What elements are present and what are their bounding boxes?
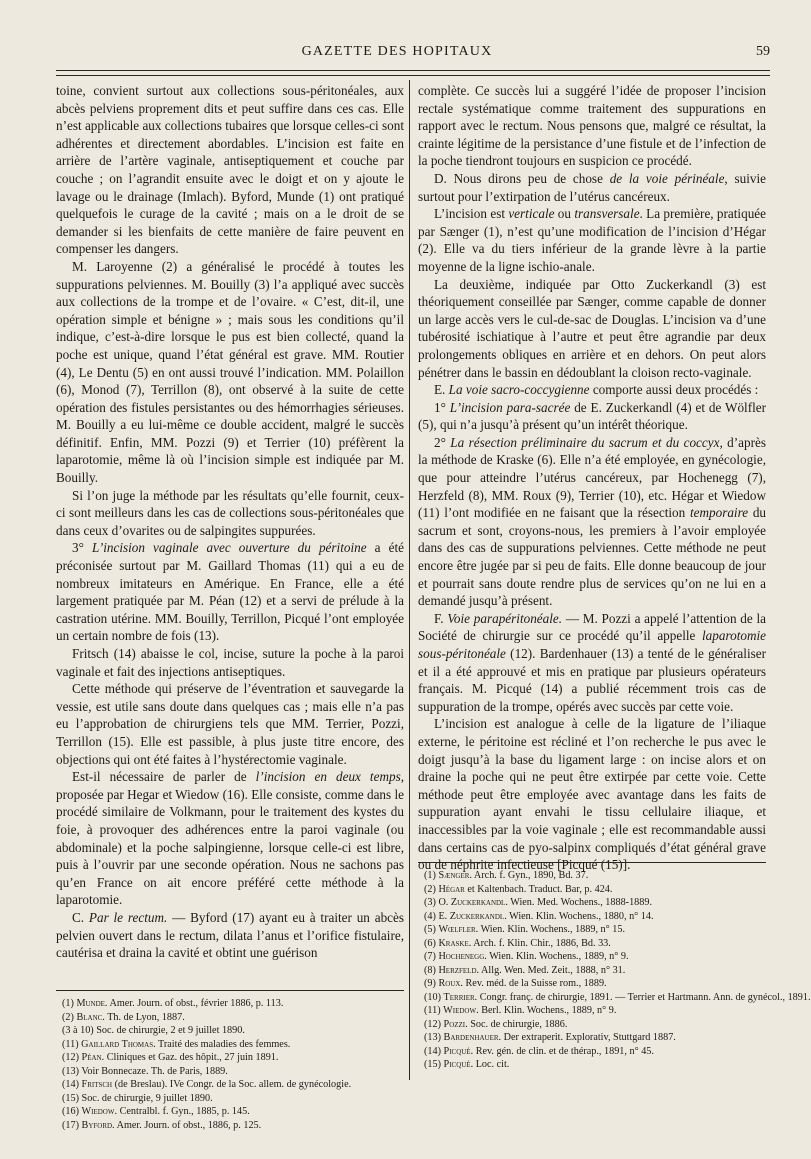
footnote: (11) Gaillard Thomas. Traité des maladies des femmes. [62, 1038, 291, 1050]
paragraph: Cette méthode qui préserve de l’éventration et sauvegarde la vessie, est utile sans doute dans quelques cas ; mais elle n’a pas eu l’approbation de chirurgiens tels que MM. Terrier, Pozzi, Terrillon (15). Elle est passible, à plus juste titre encore, des objections qui ont été faites à l’hystérectomie vaginale. [56, 681, 404, 767]
paragraph: M. Laroyenne (2) a généralisé le procédé à toutes les suppurations pelviennes. M. Bouilly (3) l’a appliqué avec succès aux collections de la trompe et de l’ovaire. « C’est, dit-il, une opération simple et bénigne » ; mais sous les conditions qu’il indique, c’est-à-dire lorsque le pus est bien collecté, quand la poche est unique, quand l’état général est grave. MM. Routier (4), Le Dentu (5) en ont aussi trouvé l’indication. MM. Polaillon (6), Monod (7), Terrillon (8), ont observé à la suite de cette opération des fistules persistantes ou des hémorrhagies sérieuses. M. Bouilly a eu lui-même ce double accident, malgré le succès définitif. Enfin, MM. Pozzi (9) et Terrier (10) préfèrent la laparotomie, même là où l’incision simple est indiquée par M. Bouilly. [56, 258, 404, 486]
paragraph: toine, convient surtout aux collections sous-péritonéales, aux abcès pelviens proprement dits et peut suffire dans ces cas. Elle n’est applicable aux collections tubaires que lorsque celles-ci sont adhérentes et directement abordables. L’incision est faite en arrière de l’artère vaginale, antiseptiquement et couche par couche ; on l’agrandit ensuite avec le doigt et on y ajoute le lavage ou le drainage (Imlach). Byford, Munde (1) ont pratiqué quelquefois le curage de la cavité ; mais on a le droit de se demander si les bienfaits de cette manière de faire peuvent en compenser les dangers. [56, 83, 404, 257]
footnote: (1) Sænger. Arch. f. Gyn., 1890, Bd. 37. [424, 870, 589, 881]
footnote: (10) Terrier. Congr. franç. de chirurgie, 1891. — Terrier et Hartmann. Ann. de gynécol., 1891. [424, 991, 811, 1003]
footnote: (3) O. Zuckerkandl. Wien. Med. Wochens., 1888-1889. [424, 897, 653, 908]
footnote: (11) Wiedow. Berl. Klin. Wochens., 1889, n° 9. [424, 1005, 617, 1016]
footnote: (1) Munde. Amer. Journ. of obst., février 1886, p. 113. [62, 998, 284, 1009]
footnote: (4) E. Zuckerkandl. Wien. Klin. Wochens., 1880, n° 14. [424, 910, 654, 922]
footnote: (5) Wœlfler. Wien. Klin. Wochens., 1889, n° 15. [424, 924, 625, 935]
left-column [56, 82, 404, 962]
paragraph: complète. Ce succès lui a suggéré l’idée de proposer l’incision rectale systématique comme traitement des suppurations en rapport avec le rectum. Nous pensons que, malgré ce résultat, la crainte légitime de la persistance d’une fistule et de l’infection de la poche tiendront toujours en suspicion ce procédé. [418, 83, 766, 169]
paragraph: La deuxième, indiquée par Otto Zuckerkandl (3) est théoriquement conseillée par Sænger, comme capable de donner un large accès vers le cul-de-sac de Douglas. L’incision va d’une tubérosité ischiatique à l’autre et peut être agrandie par deux prolongements obliques en arrière et en dehors. On peut alors pénétrer dans le bassin en dédoublant la cloison recto-vaginale. [418, 276, 766, 380]
paragraph: Est-il nécessaire de parler de l’incision en deux temps, proposée par Hegar et Wiedow (16). Elle consiste, comme dans le procédé similaire de Volkmann, pour le traitement des kystes du foie, à provoquer des adhérences entre la paroi vaginale (ou abdominale) et la poche salpingienne, lorsque celle-ci est libre, puis à l’ouvrir par une seconde opération. Nous ne sachons pas qu’en France on ait encore préféré cette méthode à la laparotomie. [56, 769, 404, 908]
footnote: (13) Bardenhauer. Der extraperit. Explorativ, Stuttgard 1887. [424, 1032, 676, 1043]
footnote: (14) Picqué. Rev. gén. de clin. et de thérap., 1891, n° 45. [424, 1045, 654, 1057]
paragraph: L’incision est verticale ou transversale. La première, pratiquée par Sænger (1), n’est qu’une modification de l’incision d’Hégar (2). Elle va du tiers inférieur de la grande lèvre à la partie moyenne de la ligne ischio-anale. [418, 206, 766, 274]
footnote-rule [56, 990, 404, 991]
footnote: (12) Pozzi. Soc. de chirurgie, 1886. [424, 1018, 568, 1030]
paragraph: 1° L’incision para-sacrée de E. Zuckerkandl (4) et de Wölfler (5), qui n’a jusqu’à présent qu’un intérêt théorique. [418, 399, 767, 433]
footnote: (3 à 10) Soc. de chirurgie, 2 et 9 juillet 1890. [62, 1025, 245, 1036]
paragraph: 3° L’incision vaginale avec ouverture du péritoine a été préconisée surtout par M. Gaillard Thomas (11) qui a eu de nombreux imitateurs en Amérique. En France, elle a été largement pratiquée par M. Péan (12) et a servi de prélude à la castration utérine. MM. Bouilly, Terrillon, Picqué l’ont employée un certain nombre de fois (13). [56, 540, 404, 644]
paragraph: Si l’on juge la méthode par les résultats qu’elle fournit, ceux-ci sont meilleurs dans les cas de collections sous-péritonéales que dans ceux d’ovarites ou de salpingites suppurées. [56, 487, 404, 538]
footnote-rule [418, 862, 766, 863]
header-rule [56, 70, 770, 71]
footnote: (15) Soc. de chirurgie, 9 juillet 1890. [62, 1092, 213, 1104]
paragraph: C. Par le rectum. — Byford (17) ayant eu à traiter un abcès pelvien ouvert dans le rectum, dilata l’anus et l’orifice fistulaire, cautérisa et draina la cavité et obtint une guérison [56, 909, 404, 961]
journal-title: GAZETTE DES HOPITAUX [301, 44, 493, 59]
page-header [24, 44, 770, 66]
footnote: (2) Hégar et Kaltenbach. Traduct. Bar, p. 424. [424, 883, 613, 895]
paragraph: E. La voie sacro-coccygienne comporte aussi deux procédés : [434, 382, 759, 398]
footnote: (12) Péan. Cliniques et Gaz. des hôpit., 27 juin 1891. [62, 1052, 279, 1063]
right-column [418, 82, 766, 874]
footnote: (17) Byford. Amer. Journ. of obst., 1886, p. 125. [62, 1119, 262, 1131]
footnote: (14) Fritsch (de Breslau). IVe Congr. de la Soc. allem. de gynécologie. [62, 1079, 352, 1090]
footnote: (13) Voir Bonnecaze. Th. de Paris, 1889. [62, 1065, 228, 1077]
paragraph: L’incision est analogue à celle de la ligature de l’iliaque externe, le péritoine est récliné et l’on recherche le pus avec le doigt jusqu’à la base du ligament large : on incise alors et on draine la poche qui ne peut être extirpée par cette voie. Cette méthode peut être employée avec avantage dans les faits de suppuration ayant envahi le tissu cellulaire iliaque, et inaccessibles par la voie vaginale ; elle est recommandable aussi dans certains cas de pyo-salpinx compliqués d’état général grave ou de néphrite infectieuse [Picqué (15)]. [418, 716, 766, 873]
paragraph: D. Nous dirons peu de chose de la voie périnéale, suivie surtout pour l’extirpation de l’utérus cancéreux. [418, 170, 766, 204]
footnote: (16) Wiedow. Centralbl. f. Gyn., 1885, p. 145. [62, 1106, 250, 1117]
header-rule-thin [56, 75, 770, 76]
footnote: (6) Kraske. Arch. f. Klin. Chir., 1886, Bd. 33. [424, 937, 611, 949]
paragraph: F. Voie parapéritonéale. — M. Pozzi a appelé l’attention de la Société de chirurgie sur ce procédé qu’il appelle laparotomie sous-péritonéale (12). Bardenhauer (13) a tenté de le généraliser et il a été approuvé et mis en pratique par plusieurs opérateurs français. M. Picqué (14) a publié récemment trois cas de suppuration de la trompe, opérés avec succès par cette voie. [418, 610, 766, 714]
page-number: 59 [756, 44, 770, 59]
footnote: (8) Herzfeld. Allg. Wen. Med. Zeit., 1888, n° 31. [424, 964, 626, 976]
footnote: (7) Hochenegg. Wien. Klin. Wochens., 1889, n° 9. [424, 951, 629, 962]
footnote: (15) Picqué. Loc. cit. [424, 1059, 510, 1070]
footnotes-left [56, 990, 404, 1132]
paragraph: Fritsch (14) abaisse le col, incise, suture la poche à la paroi vaginale et fait des injections antiseptiques. [56, 646, 404, 679]
footnote: (2) Blanc. Th. de Lyon, 1887. [62, 1011, 185, 1023]
paragraph: 2° La résection préliminaire du sacrum et du coccyx, d’après la méthode de Kraske (6). Elle n’a été employée, en gynécologie, que pour atteindre l’utérus cancéreux, par Hochenegg (7), Herzfeld (8), MM. Roux (9), Terrier (10), etc. Hégar et Wiedow (11) l’ont modifiée en ne faisant que la résection temporaire du sacrum et sont, croyons-nous, les premiers à l’avoir employée dans des cas de suppurations pelviennes. Cette méthode ne peut encore être jugée par si peu de faits. Elle donne beaucoup de jour et pourrait sans doute rendre plus de services qu’on ne lui en a demandé jusqu’à présent. [418, 434, 767, 609]
footnotes-right [418, 862, 811, 1072]
column-divider [409, 80, 410, 1080]
footnote: (9) Roux. Rev. méd. de la Suisse rom., 1889. [424, 978, 607, 989]
